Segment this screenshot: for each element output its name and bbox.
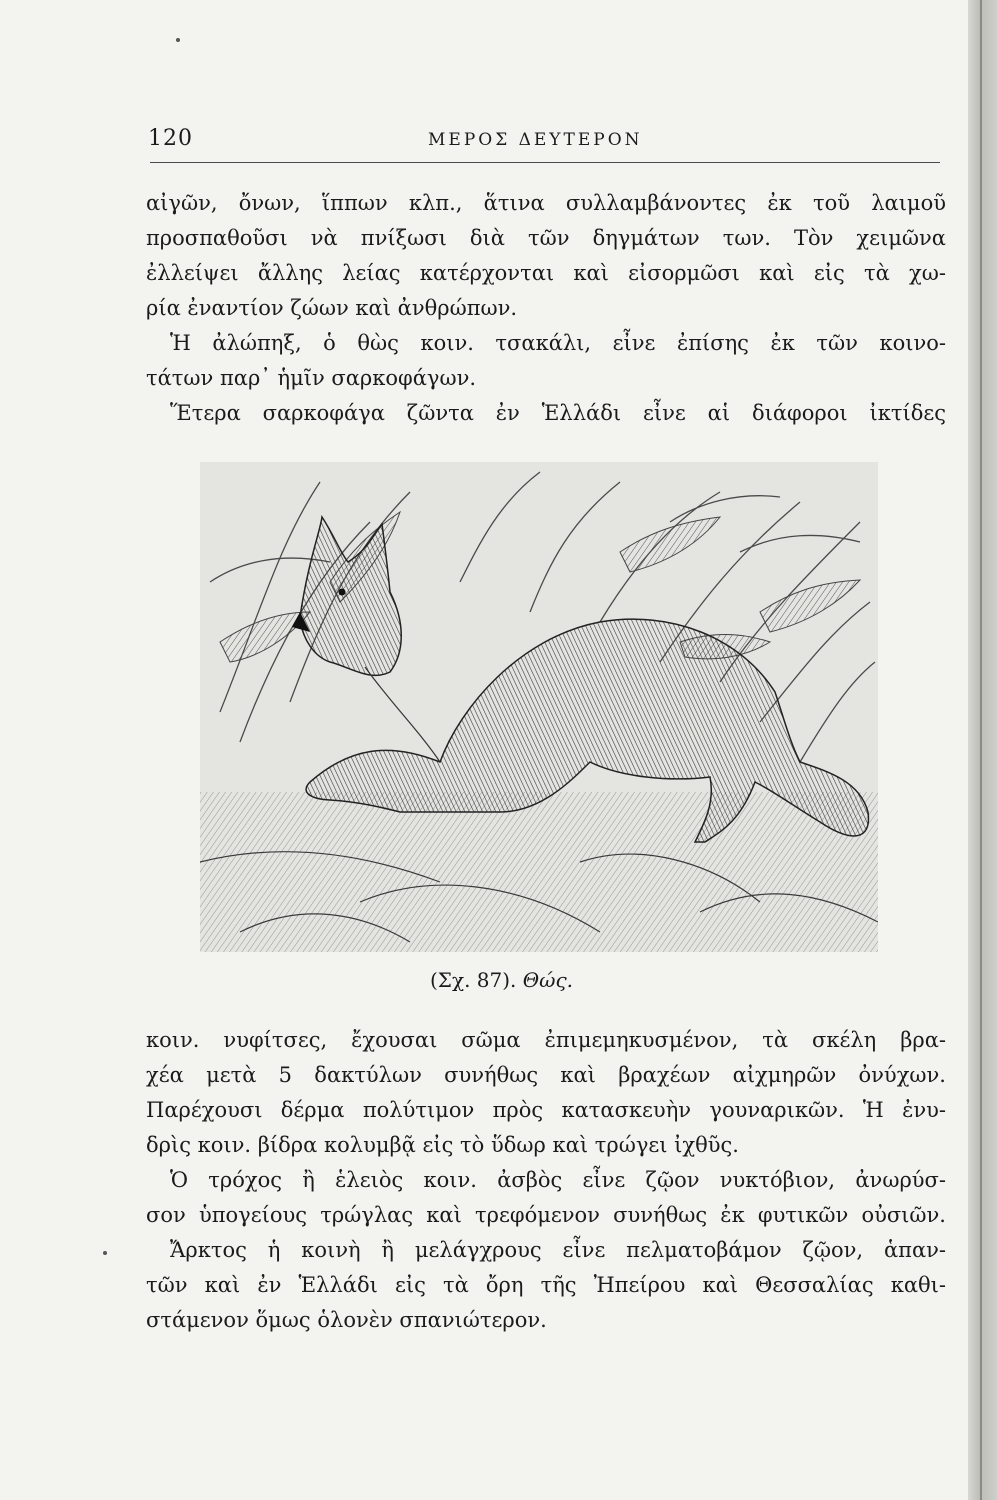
speck — [176, 38, 180, 42]
text-line: ἐλλείψει ἄλλης λείας κατέρχονται καὶ εἰσορμῶσι καὶ εἰς τὰ χω- — [146, 261, 946, 285]
text-line: σον ὑπογείους τρώγλας καὶ τρεφόμενον συνήθως ἐκ φυτικῶν οὐσιῶν. — [146, 1203, 946, 1227]
figure-caption — [430, 968, 573, 992]
speck — [103, 1251, 107, 1255]
text-line: Ὁ τρόχος ἢ ἑλειὸς κοιν. ἀσβὸς εἶνε ζῷον νυκτόβιον, ἀνωρύσ- — [170, 1168, 946, 1192]
caption-number: (Σχ. 87). — [430, 968, 517, 992]
text-line: στάμενον ὅμως ὁλονὲν σπανιώτερον. — [146, 1308, 547, 1332]
text-line: τῶν καὶ ἐν Ἑλλάδι εἰς τὰ ὄρη τῆς Ἠπείρου καὶ Θεσσαλίας καθι- — [146, 1273, 946, 1297]
page-gutter — [968, 0, 997, 1500]
text-block-bottom — [146, 1023, 946, 1338]
engraving-image — [200, 462, 878, 952]
text-line: αἰγῶν, ὄνων, ἵππων κλπ., ἅτινα συλλαμβάνοντες ἐκ τοῦ λαιμοῦ — [146, 191, 946, 215]
page-edge — [980, 0, 982, 1500]
text-line: χέα μετὰ 5 δακτύλων συνήθως καὶ βραχέων αἰχμηρῶν ὀνύχων. — [146, 1063, 946, 1087]
text-block-top — [146, 186, 946, 431]
text-line: Ἄρκτος ἡ κοινὴ ἢ μελάγχρους εἶνε πελματοβάμον ζῷον, ἁπαν- — [170, 1238, 946, 1262]
running-head — [146, 124, 941, 164]
text-line: ρία ἐναντίον ζώων καὶ ἀνθρώπων. — [146, 296, 518, 320]
text-line: προσπαθοῦσι νὰ πνίξωσι διὰ τῶν δηγμάτων των. Τὸν χειμῶνα — [146, 226, 946, 250]
text-line: Ἕτερα σαρκοφάγα ζῶντα ἐν Ἑλλάδι εἶνε αἱ διάφοροι ἰκτίδες — [170, 401, 946, 425]
running-title: ΜΕΡΟΣ ΔΕΥΤΕΡΟΝ — [428, 130, 643, 150]
text-line: τάτων παρ᾽ ἡμῖν σαρκοφάγων. — [146, 366, 477, 390]
caption-name: Θώς. — [522, 968, 574, 992]
text-line: Παρέχουσι δέρμα πολύτιμον πρὸς κατασκευὴν γουναρικῶν. Ἡ ἐνυ- — [146, 1098, 946, 1122]
page-number: 120 — [148, 126, 193, 151]
text-line: κοιν. νυφίτσες, ἔχουσαι σῶμα ἐπιμεμηκυσμένον, τὰ σκέλη βρα- — [146, 1028, 946, 1052]
text-line: Ἡ ἀλώπηξ, ὁ θὼς κοιν. τσακάλι, εἶνε ἐπίσης ἐκ τῶν κοινο- — [170, 331, 946, 355]
text-line: δρὶς κοιν. βίδρα κολυμβᾷ εἰς τὸ ὕδωρ καὶ τρώγει ἰχθῦς. — [146, 1133, 739, 1157]
header-rule — [150, 162, 940, 163]
jackal-illustration — [200, 462, 878, 952]
